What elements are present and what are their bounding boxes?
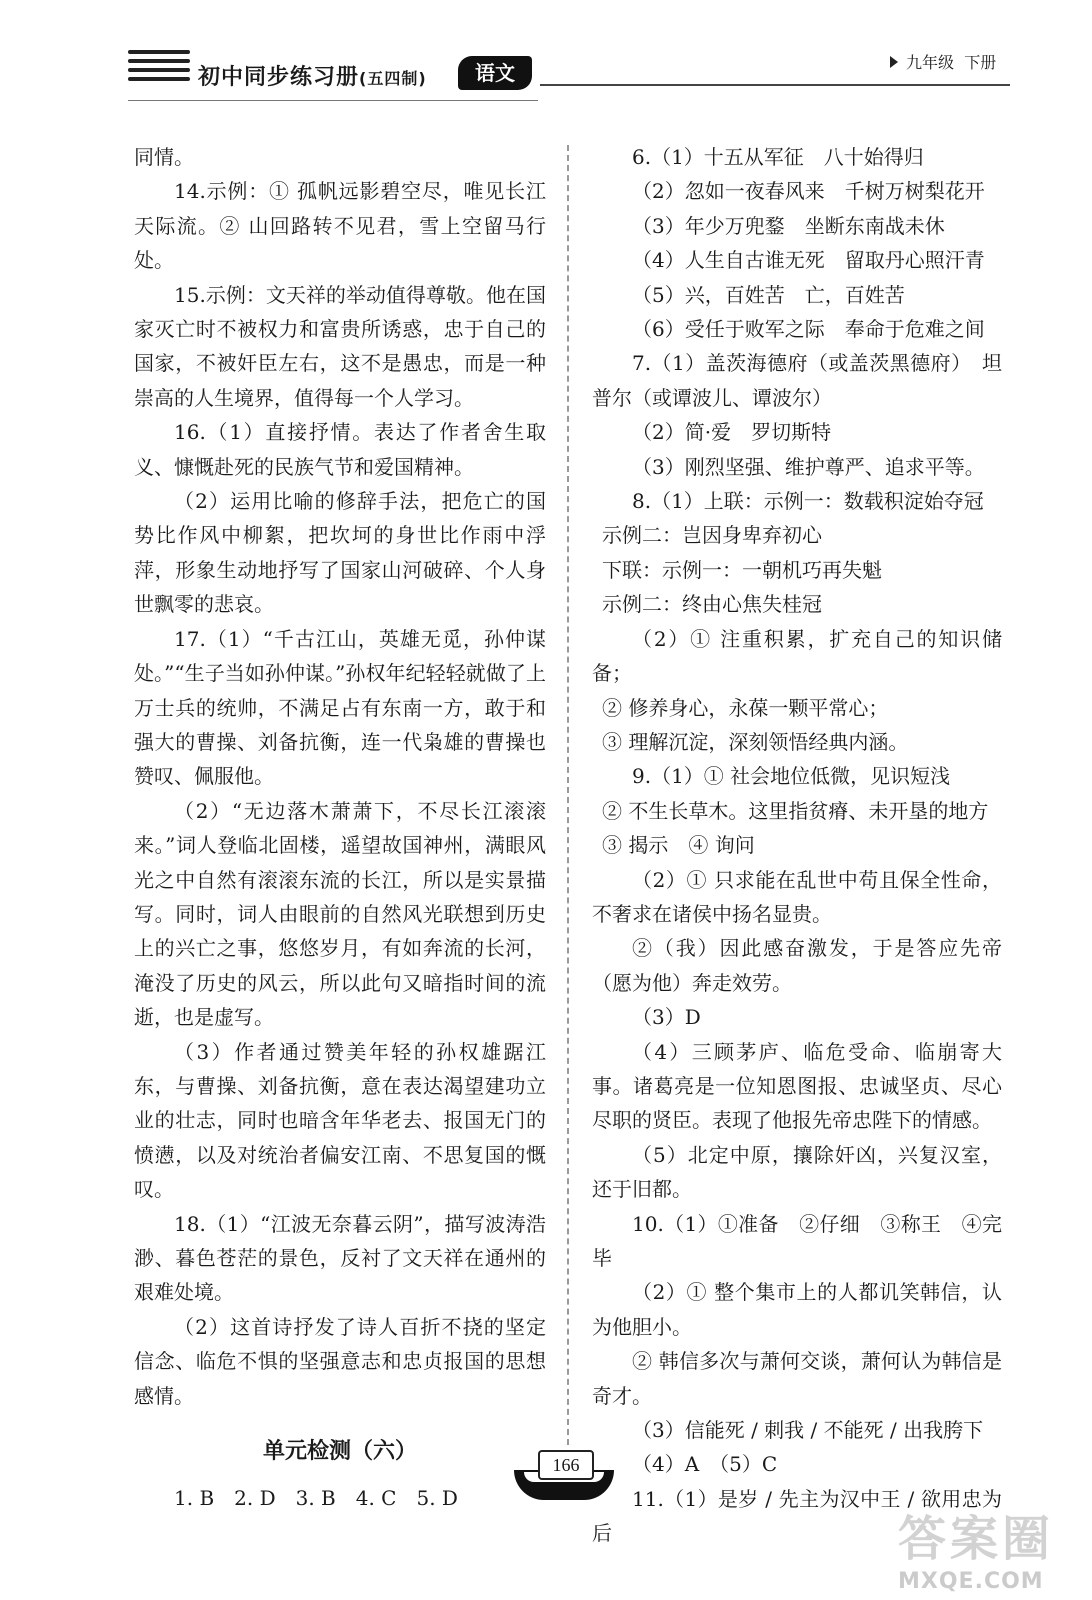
answer-paragraph: 1. B 2. D 3. B 4. C 5. D [174,1486,458,1511]
subject-badge: 语文 [458,56,532,90]
grade-label [890,50,996,73]
answer-paragraph: ②（我）因此感奋激发，于是答应先帝（愿为他）奔走效劳。 [592,936,1002,995]
answer-paragraph: （2）① 整个集市上的人都讥笑韩信，认为他胆小。 [592,1280,1002,1339]
answer-paragraph: 下联：示例一：一朝机巧再失魁 [602,557,882,582]
answer-paragraph: 16.（1）直接抒情。表达了作者舍生取义、慷慨赴死的民族气节和爱国精神。 [134,420,546,479]
answer-paragraph: 示例二：岂因身卑弃初心 [602,523,822,548]
answer-paragraph: （4）人生自古谁无死 留取丹心照汗青 [632,248,985,273]
answer-paragraph: （3）作者通过赞美年轻的孙权雄踞江东，与曹操、刘备抗衡，意在表达渴望建功立业的壮志，同时也暗含年华老去、报国无门的愤懑，以及对统治者偏安江南、不思复国的慨叹。 [134,1039,546,1202]
answer-paragraph: 示例二：终由心焦失桂冠 [602,592,822,617]
answer-paragraph: （3）D [632,1005,701,1030]
answer-paragraph: ③ 揭示 ④ 询问 [602,833,755,858]
answer-paragraph: 15.示例：文天祥的举动值得尊敬。他在国家灭亡时不被权力和富贵所诱惑，忠于自己的国家，不被奸臣左右，这不是愚忠，而是一种崇高的人生境界，值得每一个人学习。 [134,282,546,410]
grade-text: 九年级 [906,53,955,72]
answer-paragraph: （4）A （5）C [632,1452,778,1477]
answer-paragraph: 同情。 [134,145,194,169]
answer-paragraph: （3）刚烈坚强、维护尊严、追求平等。 [632,454,985,479]
answer-paragraph: ③ 理解沉淀，深刻领悟经典内涵。 [602,729,909,754]
page-header [0,0,1092,110]
answer-paragraph: （2）① 注重积累，扩充自己的知识储备； [592,626,1002,686]
answer-paragraph: （4）三顾茅庐、临危受命、临崩寄大事。诸葛亮是一位知恩图报、忠诚坚贞、尽心尽职的贤臣。表现了他报先帝忠陛下的情感。 [592,1039,1002,1133]
answer-paragraph: （5）兴，百姓苦 亡，百姓苦 [632,282,905,307]
watermark-logo [898,1500,1068,1594]
watermark-cn: 答案圈 [898,1511,1055,1567]
answer-paragraph: 10.（1）①准备 ②仔细 ③称王 ④完毕 [592,1211,1002,1270]
right-column [592,140,1002,1551]
volume-text: 下册 [964,53,997,72]
answer-paragraph: ② 修养身心，永葆一颗平常心； [602,695,889,720]
section-heading: 单元检测（六） [262,1439,417,1465]
book-edition: (五四制) [359,69,427,88]
answer-paragraph: ② 韩信多次与萧何交谈，萧何认为韩信是奇才。 [592,1349,1002,1408]
answer-paragraph: 9.（1）① 社会地位低微，见识短浅 [632,764,951,789]
answer-paragraph: （2）运用比喻的修辞手法，把危亡的国势比作风中柳絮，把坎坷的身世比作雨中浮萍，形象生动地抒写了国家山河破碎、个人身世飘零的悲哀。 [134,489,546,617]
answer-paragraph: （2）这首诗抒发了诗人百折不挠的坚定信念、临危不惧的坚强意志和忠贞报国的思想感情。 [134,1314,546,1408]
answer-paragraph: 17.（1）“千古江山，英雄无觅，孙仲谋处。”“生子当如孙仲谋。”孙权年纪轻轻就做了上万士兵的统帅，不满足占有东南一方，敢于和强大的曹操、刘备抗衡，连一代枭雄的曹操也赞叹、佩服他。 [134,626,546,789]
page-number: 166 [538,1450,594,1480]
book-logo-icon [128,50,190,96]
answer-paragraph: （2）① 只求能在乱世中苟且保全性命，不奢求在诸侯中扬名显贵。 [592,867,1002,926]
answer-paragraph: （6）受任于败军之际 奉命于危难之间 [632,317,985,342]
answer-paragraph: ② 不生长草木。这里指贫瘠、未开垦的地方 [602,798,989,823]
book-title-text: 初中同步练习册 [198,65,360,90]
answer-paragraph: （2）“无边落木萧萧下，不尽长江滚滚来。”词人登临北固楼，遥望故国神州，满眼风光之中自然有滚滚东流的长江，所以是实景描写。同时，词人由眼前的自然风光联想到历史上的兴亡之事，悠悠岁月，有如奔流的长河，淹没了历史的风云，所以此句又暗指时间的流逝，也是虚写。 [134,798,546,1030]
answer-paragraph: （3）年少万兜鍪 坐断东南战未休 [632,213,945,238]
answer-paragraph: 6.（1）十五从军征 八十始得归 [632,145,924,169]
answer-paragraph: （5）北定中原，攘除奸凶，兴复汉室，还于旧都。 [592,1142,1002,1202]
triangle-bullet-icon [890,56,898,68]
header-underline [128,100,538,101]
answer-paragraph: 11.（1）是岁 / 先主为汉中王 / 欲用忠为后 [592,1486,1002,1546]
column-divider [567,145,569,1445]
answer-paragraph: 14.示例：① 孤帆远影碧空尽，唯见长江天际流。② 山回路转不见君，雪上空留马行处。 [134,179,546,273]
answer-paragraph: （2）简·爱 罗切斯特 [632,420,832,445]
answer-paragraph: 7.（1）盖茨海德府（或盖茨黑德府） 坦普尔（或谭波儿、谭波尔） [592,351,1002,410]
header-divider [540,84,1010,86]
watermark-en: MXQE.COM [898,1569,1044,1594]
answer-paragraph: （3）信能死 / 刺我 / 不能死 / 出我胯下 [632,1418,984,1443]
page-number-badge [508,1450,620,1502]
answer-paragraph: （2）忽如一夜春风来 千树万树梨花开 [632,179,985,204]
answer-paragraph: 8.（1）上联：示例一：数载积淀始夺冠 [632,489,984,514]
left-column [134,140,546,1516]
book-title [198,60,427,91]
answer-paragraph: 18.（1）“江波无奈暮云阴”，描写波涛浩渺、暮色苍茫的景色，反衬了文天祥在通州的艰难处境。 [134,1211,546,1305]
